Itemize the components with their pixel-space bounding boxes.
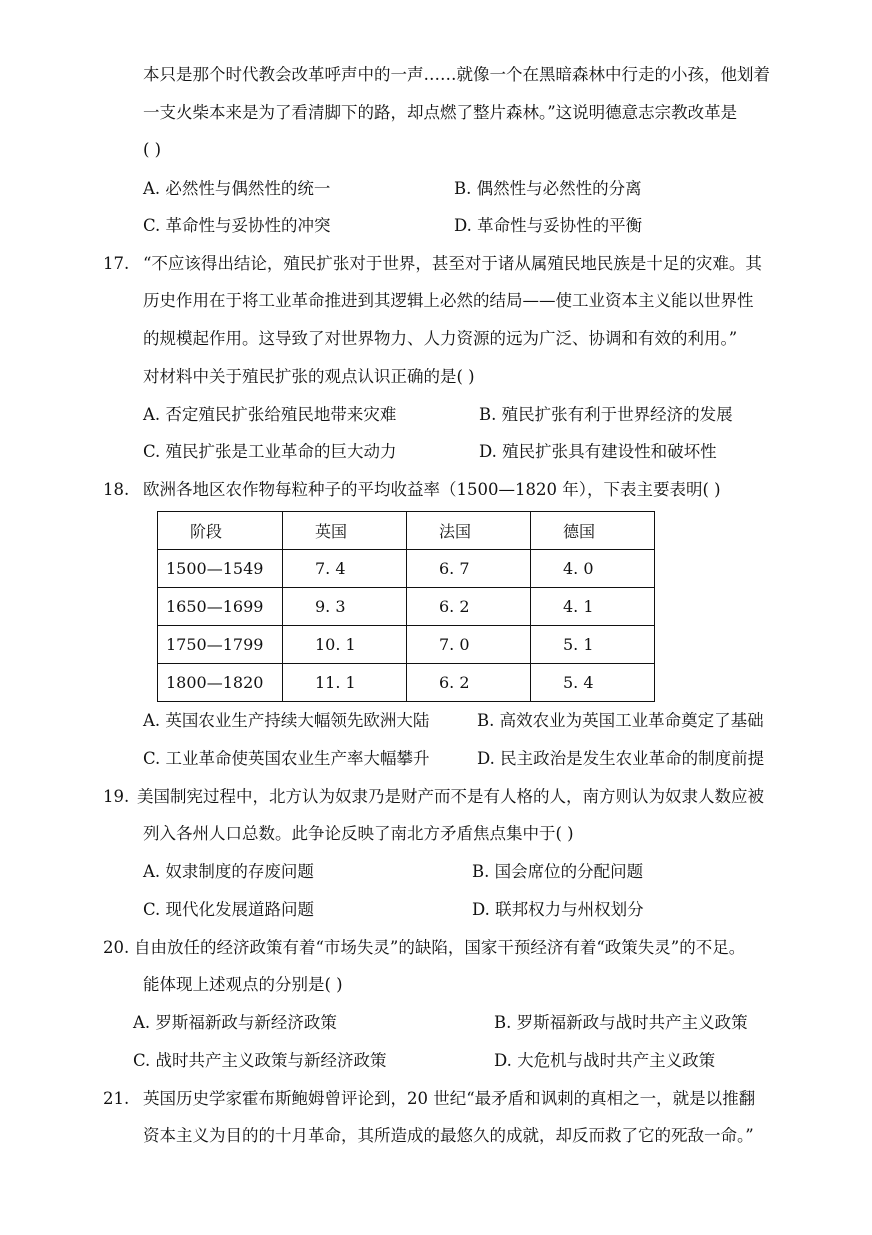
table-cell: 6. 7 [407, 550, 531, 588]
table-header-cell: 英国 [283, 512, 407, 550]
q19-line-2: 列入各州人口总数。此争论反映了南北方矛盾焦点集中于( ) [143, 824, 574, 843]
q20-option-b[interactable]: B. 罗斯福新政与战时共产主义政策 [494, 1013, 748, 1032]
table-cell: 1650—1699 [158, 588, 283, 626]
table-header-cell: 法国 [407, 512, 531, 550]
table-cell: 11. 1 [283, 664, 407, 702]
q17-option-c[interactable]: C. 殖民扩张是工业革命的巨大动力 [143, 442, 397, 461]
q16-line-2: 一支火柴本来是为了看清脚下的路，却点燃了整片森林。”这说明德意志宗教改革是 [143, 103, 738, 122]
table-row [158, 626, 655, 664]
q16-line-3: ( ) [143, 140, 162, 159]
table-row [158, 664, 655, 702]
q17-line-2: 历史作用在于将工业革命推进到其逻辑上必然的结局——使工业资本主义能以世界性 [143, 291, 754, 310]
table-header-cell: 阶段 [158, 512, 283, 550]
q17-option-b[interactable]: B. 殖民扩张有利于世界经济的发展 [479, 405, 733, 424]
q19-line-1: 美国制宪过程中，北方认为奴隶乃是财产而不是有人格的人，南方则认为奴隶人数应被 [137, 787, 764, 806]
q17-option-d[interactable]: D. 殖民扩张具有建设性和破坏性 [479, 442, 717, 461]
q18-option-c[interactable]: C. 工业革命使英国农业生产率大幅攀升 [143, 749, 430, 768]
q17-line-3: 的规模起作用。这导致了对世界物力、人力资源的远为广泛、协调和有效的利用。” [143, 329, 738, 348]
q20-option-d[interactable]: D. 大危机与战时共产主义政策 [494, 1051, 716, 1070]
q19-option-d[interactable]: D. 联邦权力与州权划分 [472, 900, 644, 919]
q17-number: 17. [103, 254, 130, 273]
q19-option-b[interactable]: B. 国会席位的分配问题 [472, 862, 644, 881]
q21-line-1: 英国历史学家霍布斯鲍姆曾评论到，20 世纪“最矛盾和讽刺的真相之一，就是以推翻 [143, 1089, 756, 1108]
table-header-row [158, 512, 655, 550]
table-cell: 9. 3 [283, 588, 407, 626]
q17-option-a[interactable]: A. 否定殖民扩张给殖民地带来灾难 [143, 405, 397, 424]
q21-line-2: 资本主义为目的的十月革命，其所造成的最悠久的成就，却反而救了它的死敌一命。” [143, 1126, 754, 1145]
q20-line-2: 能体现上述观点的分别是( ) [143, 975, 343, 994]
q17-line-1: “不应该得出结论，殖民扩张对于世界，甚至对于诸从属殖民地民族是十足的灾难。其 [143, 254, 762, 273]
q21-number: 21. [103, 1089, 130, 1108]
yield-table [157, 511, 655, 702]
q16-option-d[interactable]: D. 革命性与妥协性的平衡 [454, 216, 643, 235]
q20-number: 20. [103, 938, 130, 957]
q18-option-a[interactable]: A. 英国农业生产持续大幅领先欧洲大陆 [143, 711, 430, 730]
table-cell: 1800—1820 [158, 664, 283, 702]
q19-number: 19. [103, 787, 130, 806]
table-cell: 5. 1 [531, 626, 655, 664]
q16-option-c[interactable]: C. 革命性与妥协性的冲突 [143, 216, 331, 235]
table-row [158, 550, 655, 588]
q18-number: 18. [103, 480, 130, 499]
table-cell: 10. 1 [283, 626, 407, 664]
table-cell: 1750—1799 [158, 626, 283, 664]
table-cell: 4. 1 [531, 588, 655, 626]
q20-option-c[interactable]: C. 战时共产主义政策与新经济政策 [133, 1051, 387, 1070]
q16-option-b[interactable]: B. 偶然性与必然性的分离 [454, 179, 642, 198]
q20-line-1: 自由放任的经济政策有着“市场失灵”的缺陷，国家干预经济有着“政策失灵”的不足。 [134, 938, 746, 957]
table-cell: 6. 2 [407, 664, 531, 702]
q19-option-a[interactable]: A. 奴隶制度的存废问题 [143, 862, 314, 881]
q16-option-a[interactable]: A. 必然性与偶然性的统一 [143, 179, 331, 198]
table-cell: 4. 0 [531, 550, 655, 588]
q17-line-4: 对材料中关于殖民扩张的观点认识正确的是( ) [143, 367, 475, 386]
q16-line-1: 本只是那个时代教会改革呼声中的一声……就像一个在黑暗森林中行走的小孩，他划着 [143, 65, 770, 84]
q18-stem: 欧洲各地区农作物每粒种子的平均收益率（1500—1820 年），下表主要表明( ) [143, 480, 721, 499]
q18-option-b[interactable]: B. 高效农业为英国工业革命奠定了基础 [477, 711, 764, 730]
table-row [158, 588, 655, 626]
table-cell: 5. 4 [531, 664, 655, 702]
table-cell: 7. 4 [283, 550, 407, 588]
q20-option-a[interactable]: A. 罗斯福新政与新经济政策 [133, 1013, 337, 1032]
table-cell: 6. 2 [407, 588, 531, 626]
q19-option-c[interactable]: C. 现代化发展道路问题 [143, 900, 315, 919]
table-header-cell: 德国 [531, 512, 655, 550]
table-cell: 1500—1549 [158, 550, 283, 588]
q18-option-d[interactable]: D. 民主政治是发生农业革命的制度前提 [477, 749, 765, 768]
table-cell: 7. 0 [407, 626, 531, 664]
